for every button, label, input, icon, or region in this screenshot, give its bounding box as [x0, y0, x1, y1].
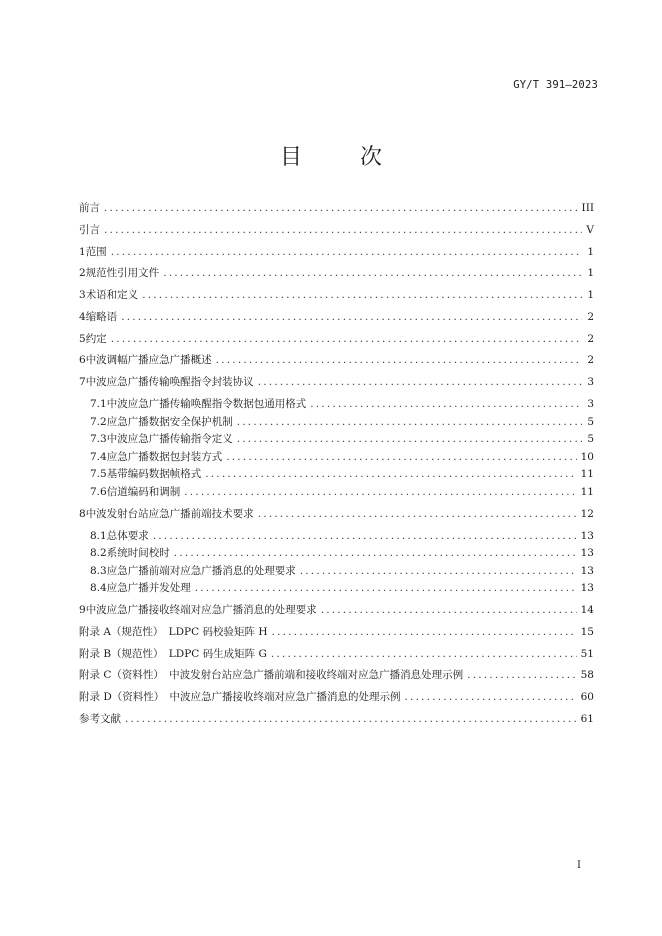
leader-dots: [121, 309, 582, 327]
toc-number: 8: [79, 507, 86, 520]
leader-dots: [405, 689, 577, 707]
toc-label: 总体要求: [106, 529, 149, 542]
toc-entry-8-2[interactable]: [79, 545, 594, 563]
toc-page: 12: [580, 507, 594, 520]
toc-number: 4: [79, 310, 86, 323]
toc-number: 5: [79, 332, 86, 345]
toc-entry-8-4[interactable]: [79, 580, 594, 598]
leader-dots: [271, 646, 577, 664]
toc-label: 中波应急广播传输唤醒指令数据包通用格式: [106, 398, 307, 411]
toc-label: 中波发射台站应急广播前端技术要求: [85, 507, 254, 520]
toc-entry-1[interactable]: [79, 244, 594, 262]
toc-entry-annex-b[interactable]: [79, 646, 594, 664]
toc-label: 附录 A（规范性） LDPC 码校验矩阵 H: [79, 625, 268, 638]
toc-page: 5: [587, 415, 594, 428]
toc-label: 应急广播数据安全保护机制: [106, 415, 233, 428]
toc-page: 61: [580, 713, 594, 726]
toc-number: 8.3: [90, 564, 107, 577]
toc-page: 15: [580, 625, 594, 638]
toc-number: 7.4: [90, 450, 107, 463]
toc-entry-8[interactable]: [79, 506, 594, 524]
standard-code: GY/T 391—2023: [513, 79, 598, 91]
toc-page: 2: [587, 354, 594, 367]
leader-dots: [310, 396, 582, 414]
toc-number: 3: [79, 289, 86, 302]
toc-entry-8-3[interactable]: [79, 563, 594, 581]
leader-dots: [195, 580, 577, 598]
toc-entry-7-3[interactable]: [79, 431, 594, 449]
toc-label: 范围: [85, 245, 107, 258]
leader-dots: [205, 466, 576, 484]
toc-number: 6: [79, 354, 86, 367]
toc-number: 7.3: [90, 433, 107, 446]
toc-entry-annex-a[interactable]: [79, 624, 594, 642]
toc-entry-7-2[interactable]: [79, 414, 594, 432]
toc-entry-7-5[interactable]: [79, 466, 594, 484]
toc-page: 13: [580, 564, 594, 577]
toc-page: 11: [580, 468, 594, 481]
toc-entry-4[interactable]: [79, 309, 594, 327]
toc-number: 8.2: [90, 547, 107, 560]
leader-dots: [163, 265, 582, 283]
toc-page: 5: [587, 433, 594, 446]
toc-label: 应急广播数据包封装方式: [106, 450, 223, 463]
toc-label: 应急广播前端对应急广播消息的处理要求: [106, 564, 296, 577]
leader-dots: [174, 545, 577, 563]
toc-label: 中波应急广播传输唤醒指令封装协议: [85, 376, 254, 389]
toc-label: 术语和定义: [85, 289, 139, 302]
toc-entry-6[interactable]: [79, 352, 594, 370]
toc-number: 8.1: [90, 529, 107, 542]
toc-entry-7[interactable]: [79, 374, 594, 392]
leader-dots: [104, 200, 578, 218]
leader-dots: [216, 352, 582, 370]
toc-page: 51: [580, 647, 594, 660]
toc-label: 附录 C（资料性） 中波发射台站应急广播前端和接收终端对应急广播消息处理示例: [79, 669, 464, 682]
toc-page: 1: [587, 267, 594, 280]
toc-page: 13: [580, 582, 594, 595]
toc-entry-9[interactable]: [79, 602, 594, 620]
toc-page: 3: [587, 398, 594, 411]
toc-label: 中波应急广播传输指令定义: [106, 433, 233, 446]
toc-entry-3[interactable]: [79, 287, 594, 305]
toc-label: 引言: [79, 223, 100, 236]
leader-dots: [153, 528, 577, 546]
toc-entry-7-6[interactable]: [79, 484, 594, 502]
toc-number: 1: [79, 245, 86, 258]
toc-page: 13: [580, 529, 594, 542]
page-number: I: [577, 860, 581, 871]
toc-label: 应急广播并发处理: [106, 582, 191, 595]
toc-page: 10: [580, 450, 594, 463]
toc-label: 前言: [79, 202, 100, 214]
toc-number: 8.4: [90, 582, 107, 595]
toc-page: 2: [587, 310, 594, 323]
toc-label: 缩略语: [85, 310, 118, 323]
leader-dots: [237, 414, 582, 432]
leader-dots: [237, 431, 582, 449]
toc-label: 中波调幅广播应急广播概述: [85, 354, 212, 367]
toc-entry-7-4[interactable]: [79, 449, 594, 467]
toc-page: 11: [580, 486, 594, 498]
toc-page: 3: [587, 376, 594, 389]
toc-label: 系统时间校时: [106, 547, 170, 560]
toc-label: 参考文献: [79, 713, 121, 726]
leader-dots: [272, 624, 577, 642]
toc-number: 7.2: [90, 415, 107, 428]
toc-page: 1: [587, 289, 594, 302]
leader-dots: [104, 222, 582, 240]
leader-dots: [111, 331, 582, 349]
toc-page: 58: [580, 669, 594, 682]
toc-page: 60: [580, 691, 594, 704]
toc-number: 7.6: [90, 486, 107, 498]
toc-page: 2: [587, 332, 594, 345]
toc-entry-annex-d[interactable]: [79, 689, 594, 707]
leader-dots: [184, 484, 576, 502]
toc-label: 中波应急广播接收终端对应急广播消息的处理要求: [85, 604, 317, 617]
toc-label: 基带编码数据帧格式: [106, 468, 202, 481]
toc-label: 附录 D（资料性） 中波应急广播接收终端对应急广播消息的处理示例: [79, 691, 401, 704]
toc-title: 目 次: [279, 145, 400, 170]
toc-entry-foreword[interactable]: [79, 200, 594, 218]
leader-dots: [467, 667, 577, 685]
toc-entry-7-1[interactable]: [79, 396, 594, 414]
toc-number: 2: [79, 267, 86, 280]
toc-number: 7.1: [90, 398, 107, 411]
toc-entry-annex-c[interactable]: [79, 667, 594, 685]
toc-entry-2[interactable]: [79, 265, 594, 283]
toc-entry-5[interactable]: [79, 331, 594, 349]
leader-dots: [300, 563, 577, 581]
toc-number: 7: [79, 376, 86, 389]
toc-page: 1: [587, 245, 594, 258]
toc-number: 7.5: [90, 468, 107, 481]
toc-entry-8-1[interactable]: [79, 528, 594, 546]
leader-dots: [125, 711, 577, 729]
toc-page: V: [586, 223, 594, 236]
toc-label: 附录 B（规范性） LDPC 码生成矩阵 G: [79, 647, 267, 660]
leader-dots: [258, 374, 582, 392]
leader-dots: [142, 287, 582, 305]
leader-dots: [226, 449, 576, 467]
toc-entry-introduction[interactable]: [79, 222, 594, 240]
toc-page: 14: [580, 604, 594, 617]
toc-label: 信道编码和调制: [106, 486, 181, 498]
table-of-contents: [79, 200, 594, 729]
leader-dots: [321, 602, 577, 620]
toc-page: 13: [580, 547, 594, 560]
toc-label: 约定: [85, 332, 107, 345]
toc-page: III: [581, 202, 594, 214]
toc-number: 9: [79, 604, 86, 617]
leader-dots: [111, 244, 582, 262]
leader-dots: [258, 506, 577, 524]
toc-entry-bibliography[interactable]: [79, 711, 594, 729]
toc-label: 规范性引用文件: [85, 267, 160, 280]
